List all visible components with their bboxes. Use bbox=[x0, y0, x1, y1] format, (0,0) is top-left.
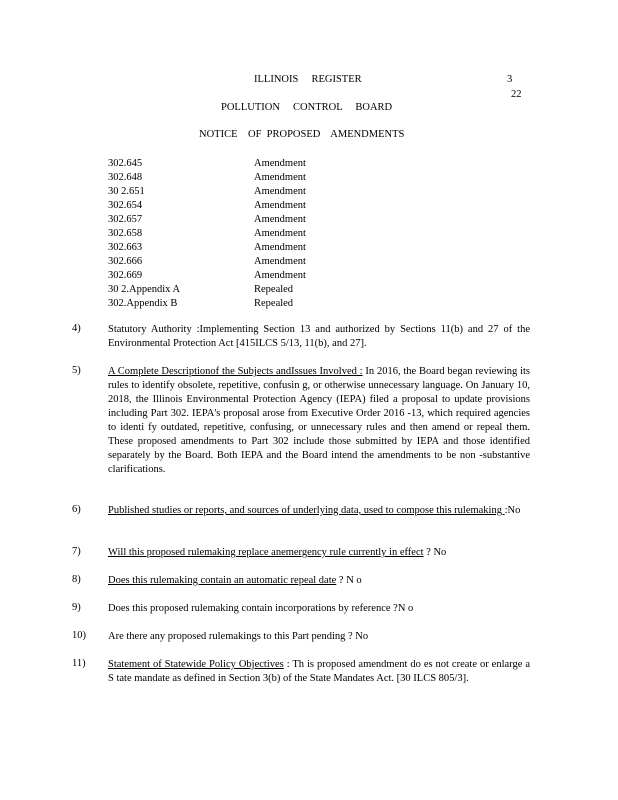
section-action: Amendment bbox=[254, 214, 306, 225]
section-action: Repealed bbox=[254, 284, 294, 295]
item-text: Are there any proposed rulemakings to this Part pending ? No bbox=[108, 631, 369, 642]
section-list bbox=[108, 157, 306, 311]
section-number: 302.666 bbox=[108, 256, 143, 267]
page-number-bottom: 22 bbox=[511, 89, 522, 100]
item-heading: A Complete Descriptionof the Subjects andIssues Involved : bbox=[108, 366, 363, 377]
item-number: 10) bbox=[72, 630, 86, 641]
section-action: Amendment bbox=[254, 200, 306, 211]
item-text: Statutory Authority :Implementing Section 13 and authorized by Sections 11(b) and 27 of the Environmental Protection Act [415ILCS 5/13, 11(b), and 27]. bbox=[108, 324, 530, 349]
section-number: 302.648 bbox=[108, 172, 143, 183]
section-action: Amendment bbox=[254, 228, 306, 239]
item-text: Published studies or reports, and sources of underlying data, used to compose this rulemaking :No bbox=[108, 505, 521, 516]
item-text: Does this rulemaking contain an automatic repeal date ? N o bbox=[108, 575, 362, 586]
section-row bbox=[108, 171, 306, 185]
section-action: Repealed bbox=[254, 298, 294, 309]
item-number: 11) bbox=[72, 658, 86, 669]
section-number: 302.658 bbox=[108, 228, 143, 239]
item-number: 9) bbox=[72, 602, 81, 613]
section-action: Amendment bbox=[254, 242, 306, 253]
section-action: Amendment bbox=[254, 158, 306, 169]
section-number: 302.645 bbox=[108, 158, 143, 169]
notice-title: NOTICE OF PROPOSED AMENDMENTS bbox=[199, 129, 405, 140]
section-action: Amendment bbox=[254, 256, 306, 267]
section-number: 302.663 bbox=[108, 242, 143, 253]
item-heading: Will this proposed rulemaking replace anemergency rule currently in effect bbox=[108, 547, 424, 558]
section-action: Amendment bbox=[254, 172, 306, 183]
section-row bbox=[108, 283, 306, 297]
section-row bbox=[108, 185, 306, 199]
item-heading: Statement of Statewide Policy Objectives bbox=[108, 659, 284, 670]
item-text: Statement of Statewide Policy Objectives : Th is proposed amendment do es not create or enlarge a S tate mandate as defined in Section 3(b) of the State Mandates Act. [30 ILCS 805/3]. bbox=[108, 659, 530, 684]
item-number: 7) bbox=[72, 546, 81, 557]
section-number: 302.654 bbox=[108, 200, 143, 211]
item-heading: Published studies or reports, and sources of underlying data, used to compose this rulemaking bbox=[108, 505, 505, 516]
section-row bbox=[108, 269, 306, 283]
section-number: 302.669 bbox=[108, 270, 143, 281]
section-row bbox=[108, 157, 306, 171]
section-row bbox=[108, 227, 306, 241]
section-row bbox=[108, 297, 306, 311]
item-number: 8) bbox=[72, 574, 81, 585]
item-number: 6) bbox=[72, 504, 81, 515]
item-text: Will this proposed rulemaking replace anemergency rule currently in effect ? No bbox=[108, 547, 447, 558]
page-number-top: 3 bbox=[507, 74, 513, 85]
section-number: 302.Appendix B bbox=[108, 298, 178, 309]
section-number: 302.657 bbox=[108, 214, 143, 225]
item-number: 4) bbox=[72, 323, 81, 334]
item-number: 5) bbox=[72, 365, 81, 376]
section-number: 30 2.651 bbox=[108, 186, 145, 197]
section-row bbox=[108, 213, 306, 227]
section-row bbox=[108, 255, 306, 269]
section-row bbox=[108, 199, 306, 213]
section-action: Amendment bbox=[254, 186, 306, 197]
item-text: Does this proposed rulemaking contain incorporations by reference ?N o bbox=[108, 603, 414, 614]
item-text: A Complete Descriptionof the Subjects andIssues Involved : In 2016, the Board began reviewing its rules to identify obsolete, repetitive, confusin g, or otherwise unnecessary language. On January 10, 2018, the Illinois Environmental Protection Agency (IEPA) filed a proposal to update provisions including Part 302. IEPA's proposal arose from Executive Order 2016 -13, which required agencies to identi fy outdated, repetitive, confusing, or unnecessary rules and then amend or repeal them. These proposed amendments to Part 302 include those submitted by IEPA and those identified separately by the Board. Both IEPA and the Board intend the amendments to be non -substantive clarifications. bbox=[108, 366, 530, 475]
register-title: ILLINOIS REGISTER bbox=[254, 74, 362, 85]
section-row bbox=[108, 241, 306, 255]
section-action: Amendment bbox=[254, 270, 306, 281]
item-heading: Does this rulemaking contain an automatic repeal date bbox=[108, 575, 337, 586]
board-title: POLLUTION CONTROL BOARD bbox=[221, 102, 393, 113]
section-number: 30 2.Appendix A bbox=[108, 284, 181, 295]
